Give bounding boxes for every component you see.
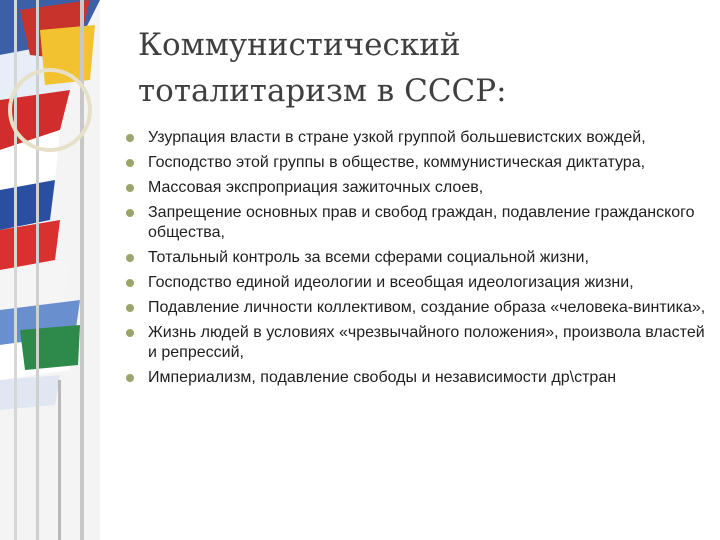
bullet-icon xyxy=(126,209,134,217)
bullet-list xyxy=(126,128,706,393)
bullet-icon xyxy=(126,329,134,337)
bullet-text: Господство этой группы в обществе, коммунистическая диктатура, xyxy=(148,154,646,171)
bullet-icon xyxy=(126,184,134,192)
bullet-icon xyxy=(126,374,134,382)
flags-image xyxy=(0,0,100,540)
bullet-icon xyxy=(126,159,134,167)
bullet-icon xyxy=(126,134,134,142)
bullet-text: Подавление личности коллективом, создание образа «человека-винтика», xyxy=(148,299,706,316)
bullet-text: Империализм, подавление свободы и независимости др\стран xyxy=(148,369,617,386)
list-item xyxy=(126,203,706,243)
list-item xyxy=(126,323,706,363)
list-item xyxy=(126,273,706,293)
bullet-text: Узурпация власти в стране узкой группой большевистских вождей, xyxy=(148,129,646,146)
bullet-text: Жизнь людей в условиях «чрезвычайного положения», произвола властей и репрессий, xyxy=(148,324,705,361)
list-item xyxy=(126,128,706,148)
list-item xyxy=(126,368,706,388)
list-item xyxy=(126,178,706,198)
bullet-icon xyxy=(126,279,134,287)
bullet-text: Господство единой идеологии и всеобщая идеологизация жизни, xyxy=(148,274,634,291)
bullet-text: Тотальный контроль за всеми сферами социальной жизни, xyxy=(148,249,589,266)
list-item xyxy=(126,298,706,318)
list-item xyxy=(126,153,706,173)
list-item xyxy=(126,248,706,268)
bullet-icon xyxy=(126,304,134,312)
bullet-icon xyxy=(126,254,134,262)
bullet-text: Запрещение основных прав и свобод граждан, подавление гражданского общества, xyxy=(148,204,695,241)
flags-decoration xyxy=(0,0,100,540)
slide-title: Коммунистический тоталитаризм в СССР: xyxy=(138,27,507,109)
bullet-text: Массовая экспроприация зажиточных слоев, xyxy=(148,179,484,196)
